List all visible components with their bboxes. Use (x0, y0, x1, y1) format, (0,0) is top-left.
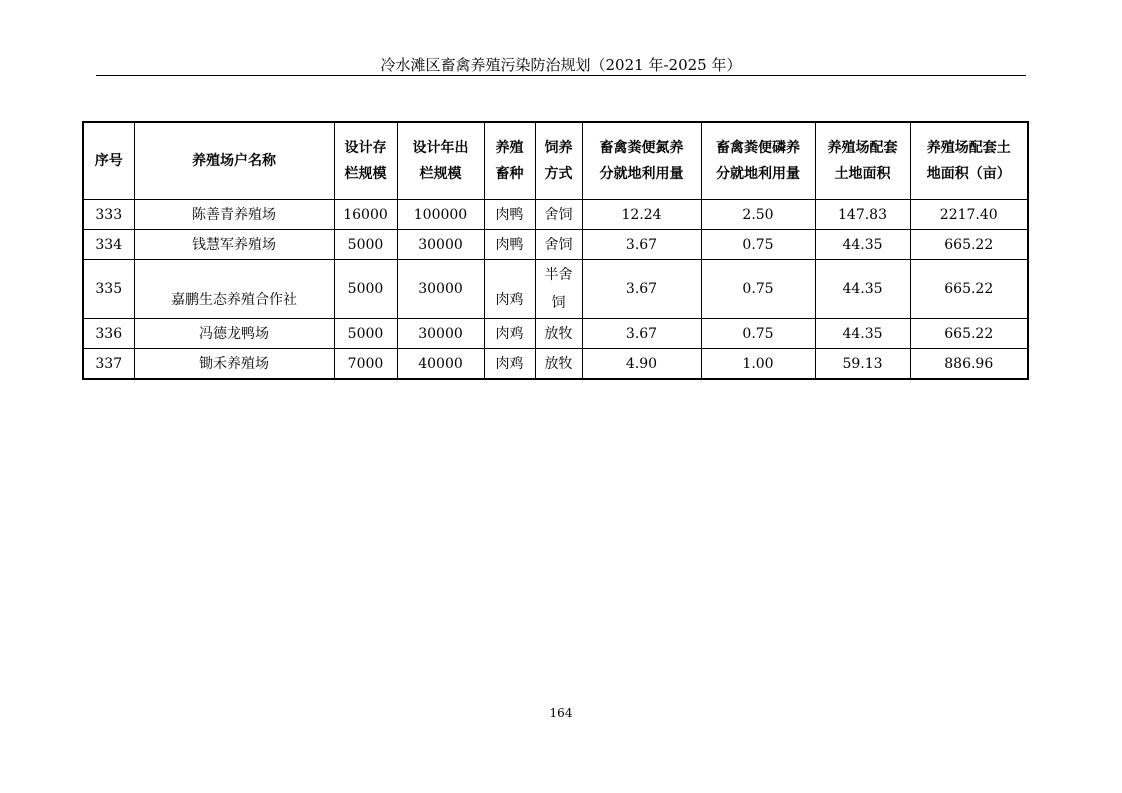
col-header-design-stock: 设计存 栏规模 (334, 122, 397, 200)
cell-design-stock: 5000 (334, 230, 397, 260)
col-header-feeding-method: 饲养 方式 (535, 122, 582, 200)
cell-farm-name: 钱慧军养殖场 (134, 230, 334, 260)
table-row (83, 260, 1028, 319)
table-header-row (83, 122, 1028, 200)
cell-feeding-method-line-2: 饲 (551, 295, 566, 311)
cell-design-output: 30000 (397, 319, 484, 349)
cell-farm-name: 陈善青养殖场 (134, 200, 334, 230)
col-header-farm-name: 养殖场户名称 (134, 122, 334, 200)
cell-index: 335 (83, 260, 134, 319)
cell-species: 肉鸭 (484, 200, 535, 230)
cell-nitrogen-use: 3.67 (582, 230, 701, 260)
cell-nitrogen-use: 4.90 (582, 349, 701, 380)
cell-species (484, 260, 535, 319)
col-header-land-area: 养殖场配套 土地面积 (815, 122, 910, 200)
cell-design-output: 40000 (397, 349, 484, 380)
cell-design-output: 30000 (397, 260, 484, 319)
col-header-land-area-mu: 养殖场配套土 地面积（亩） (910, 122, 1028, 200)
cell-nitrogen-use: 12.24 (582, 200, 701, 230)
cell-design-stock: 16000 (334, 200, 397, 230)
livestock-farm-table (82, 121, 1029, 380)
cell-land-area: 44.35 (815, 260, 910, 319)
col-header-index: 序号 (83, 122, 134, 200)
col-header-species: 养殖 畜种 (484, 122, 535, 200)
cell-feeding-method: 放牧 (535, 349, 582, 380)
cell-design-stock: 7000 (334, 349, 397, 380)
cell-farm-name-text: 嘉鹏生态养殖合作社 (171, 292, 297, 308)
cell-nitrogen-use: 3.67 (582, 319, 701, 349)
cell-index: 333 (83, 200, 134, 230)
cell-land-area-mu: 2217.40 (910, 200, 1028, 230)
cell-land-area: 44.35 (815, 230, 910, 260)
cell-land-area-mu: 886.96 (910, 349, 1028, 380)
cell-land-area: 59.13 (815, 349, 910, 380)
page-header-title: 冷水滩区畜禽养殖污染防治规划（2021 年-2025 年） (380, 56, 742, 74)
cell-feeding-method-line-1: 半舍 (544, 267, 573, 283)
cell-land-area: 147.83 (815, 200, 910, 230)
cell-species: 肉鸡 (484, 349, 535, 380)
cell-farm-name: 冯德龙鸭场 (134, 319, 334, 349)
cell-feeding-method: 放牧 (535, 319, 582, 349)
cell-phosphorus-use: 2.50 (701, 200, 815, 230)
cell-species: 肉鸭 (484, 230, 535, 260)
cell-land-area-mu: 665.22 (910, 260, 1028, 319)
table-row (83, 319, 1028, 349)
table-row (83, 200, 1028, 230)
cell-design-stock: 5000 (334, 260, 397, 319)
col-header-design-output: 设计年出 栏规模 (397, 122, 484, 200)
cell-feeding-method (535, 260, 582, 319)
cell-design-output: 30000 (397, 230, 484, 260)
cell-land-area-mu: 665.22 (910, 230, 1028, 260)
col-header-phosphorus-use: 畜禽粪便磷养 分就地利用量 (701, 122, 815, 200)
page-number: 164 (549, 706, 573, 720)
cell-index: 336 (83, 319, 134, 349)
cell-phosphorus-use: 0.75 (701, 260, 815, 319)
cell-farm-name (134, 260, 334, 319)
cell-index: 334 (83, 230, 134, 260)
cell-species-text: 肉鸡 (495, 292, 524, 308)
cell-land-area-mu: 665.22 (910, 319, 1028, 349)
cell-phosphorus-use: 1.00 (701, 349, 815, 380)
table-row (83, 230, 1028, 260)
cell-design-output: 100000 (397, 200, 484, 230)
header-divider (96, 75, 1026, 76)
cell-species: 肉鸡 (484, 319, 535, 349)
col-header-nitrogen-use: 畜禽粪便氮养 分就地利用量 (582, 122, 701, 200)
cell-feeding-method: 舍饲 (535, 230, 582, 260)
cell-nitrogen-use: 3.67 (582, 260, 701, 319)
table-row (83, 349, 1028, 380)
cell-design-stock: 5000 (334, 319, 397, 349)
cell-index: 337 (83, 349, 134, 380)
cell-phosphorus-use: 0.75 (701, 230, 815, 260)
cell-farm-name: 锄禾养殖场 (134, 349, 334, 380)
cell-land-area: 44.35 (815, 319, 910, 349)
cell-feeding-method: 舍饲 (535, 200, 582, 230)
cell-phosphorus-use: 0.75 (701, 319, 815, 349)
